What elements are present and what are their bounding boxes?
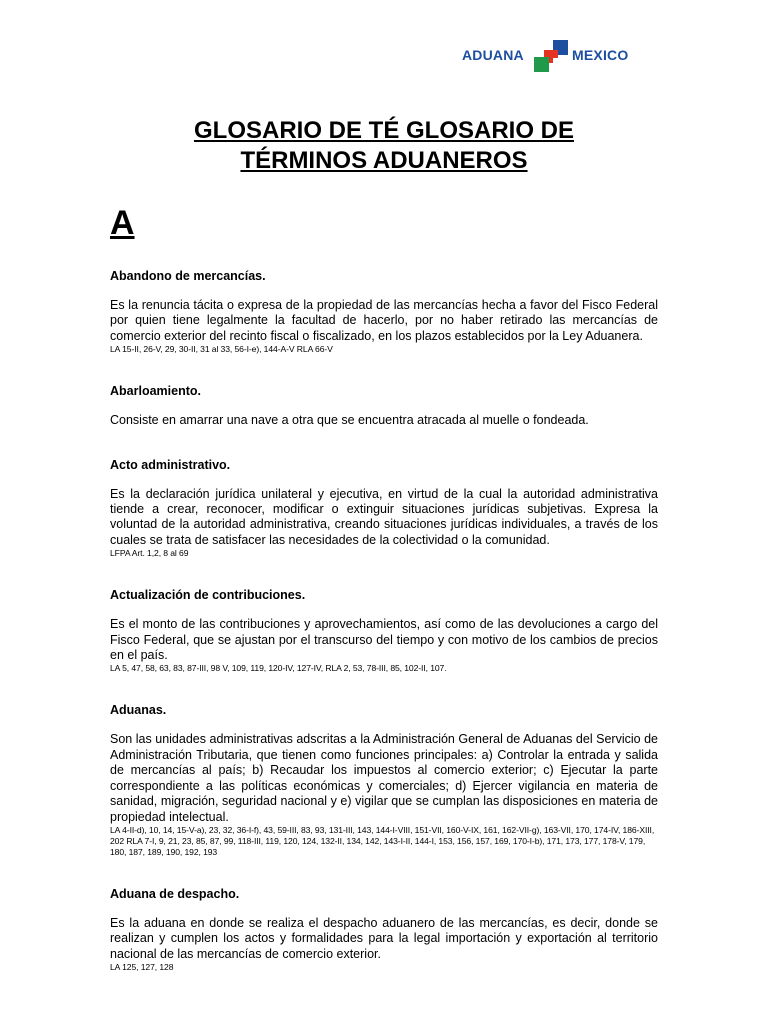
logo-word-aduana: ADUANA xyxy=(462,47,524,63)
entry-reference: LA 5, 47, 58, 63, 83, 87-III, 98 V, 109, 119, 120-IV, 127-IV, RLA 2, 53, 78-III, 85, 102-II, 107. xyxy=(110,663,447,674)
entry-term: Abarloamiento. xyxy=(110,384,201,399)
title-line-2: TÉRMINOS ADUANEROS xyxy=(240,147,528,174)
entry-term: Abandono de mercancías. xyxy=(110,269,266,283)
entry-definition: Es la renuncia tácita o expresa de la propiedad de las mercancías hecha a favor del Fisco Federal por quien tiene legalmente la facultad de hacerlo, por no haber retirado las mercancías de comercio exterior del recinto fiscal o fiscalizado, en los plazos establecidos por la Ley Aduanera. xyxy=(110,298,658,343)
section-letter: A xyxy=(110,204,135,242)
logo-word-mexico: MEXICO xyxy=(572,47,629,63)
glossary-entry xyxy=(110,383,658,428)
entry-term: Aduanas. xyxy=(110,703,167,718)
entry-definition: Es la declaración jurídica unilateral y ejecutiva, en virtud de la cual la autoridad administrativa tiende a crear, reconocer, modificar o extinguir situaciones jurídicas subjetivas. Expresa la voluntad de la autoridad administrativa, creando situaciones jurídicas individuales, a través de los cuales se trata de satisfacer las necesidades de la colectividad o la comunidad. xyxy=(110,486,658,547)
entry-definition: Es la aduana en donde se realiza el despacho aduanero de las mercancías, es decir, donde se realizan y cumplen los actos y formalidades para la legal importación y exportación al territorio nacional de las mercancías de comercio exterior. xyxy=(110,915,658,961)
entry-reference: LA 4-II-d), 10, 14, 15-V-a), 23, 32, 36-I-f), 43, 59-III, 83, 93, 131-III, 143, 144-I-VIII, 151-VII, 160-V-IX, 161, 162-VII-g), 163-VII, 170, 174-IV, 186-XIII, 202 RLA 7-I, 9, 21, 23, 85, 87, 99, 118-III, 119, 120, 124, 132-II, 134, 142, 143-I-II, 144-I, 153, 156, 157, 169, 170-I-b), 171, 173, 177, 178-V, 179, 180, 187, 189, 190, 192, 193 xyxy=(110,824,655,857)
entry-definition: Es el monto de las contribuciones y aprovechamientos, así como de las devoluciones a cargo del Fisco Federal, que se ajustan por el transcurso del tiempo y con motivo de los cambios de precios en el país. xyxy=(110,617,658,663)
glossary-entry xyxy=(110,587,658,674)
entry-definition: Son las unidades administrativas adscritas a la Administración General de Aduanas del Servicio de Administración Tributaria, que tienen como funciones principales: a) Controlar la entrada y salida de mercancías al país; b) Recaudar los impuestos al comercio exterior; c) Ejecutar la parte correspondiente a las políticas económicas y comerciales; d) Ejercer vigilancia en materia de sanidad, migración, seguridad nacional y e) vigilar que se cumplan las disposiciones en materia de propiedad intelectual. xyxy=(110,732,658,824)
entry-definition: Consiste en amarrar una nave a otra que se encuentra atracada al muelle o fondeada. xyxy=(110,413,589,428)
glossary-entry xyxy=(110,702,658,857)
entry-term: Actualización de contribuciones. xyxy=(110,588,306,603)
entry-reference: LFPA Art. 1,2, 8 al 69 xyxy=(110,548,189,559)
title-line-1: GLOSARIO DE TÉ GLOSARIO DE xyxy=(193,117,575,144)
entry-term: Aduana de despacho. xyxy=(110,886,240,901)
aduana-mexico-logo xyxy=(462,40,642,72)
glossary-entries xyxy=(110,268,658,1001)
entry-term: Acto administrativo. xyxy=(110,457,231,472)
page-title xyxy=(100,116,668,176)
entry-reference: LA 15-II, 26-V, 29, 30-II, 31 al 33, 56-I-e), 144-A-V RLA 66-V xyxy=(110,344,333,355)
logo-mark-icon xyxy=(534,40,568,72)
glossary-entry xyxy=(110,268,658,355)
entry-reference: LA 125, 127, 128 xyxy=(110,962,174,973)
glossary-entry xyxy=(110,457,658,560)
glossary-entry xyxy=(110,886,658,973)
